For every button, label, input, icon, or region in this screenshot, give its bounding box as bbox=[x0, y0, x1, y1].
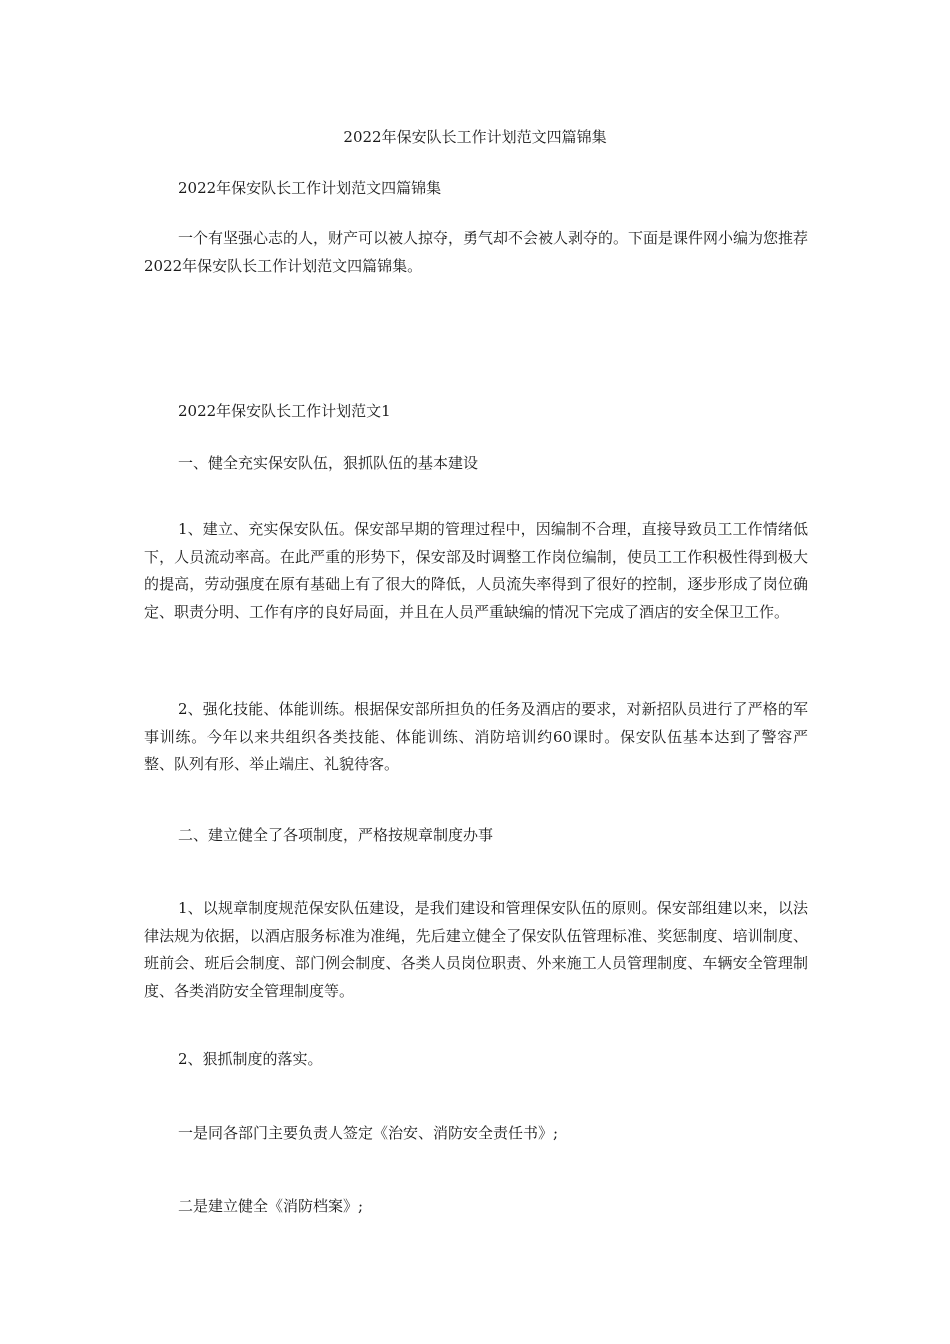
paragraph-plan-heading: 2022年保安队长工作计划范文1 bbox=[178, 402, 391, 420]
paragraph-item-2-2-a: 一是同各部门主要负责人签定《治安、消防安全责任书》; bbox=[178, 1124, 559, 1142]
paragraph-item-2-1: 1、以规章制度规范保安队伍建设，是我们建设和管理保安队伍的原则。保安部组建以来，以法律法规为依据，以酒店服务标准为准绳，先后建立健全了保安队伍管理标准、奖惩制度、培训制度、班前会、班后会制度、部门例会制度、各类人员岗位职责、外来施工人员管理制度、车辆安全管理制度、各类消防安全管理制度等。 bbox=[144, 899, 808, 1000]
paragraph-section-two: 二、建立健全了各项制度，严格按规章制度办事 bbox=[178, 826, 494, 844]
paragraph-item-1-1: 1、建立、充实保安队伍。保安部早期的管理过程中，因编制不合理，直接导致员工工作情绪低下，人员流动率高。在此严重的形势下，保安部及时调整工作岗位编制，使员工工作积极性得到极大的提高，劳动强度在原有基础上有了很大的降低，人员流失率得到了很好的控制，逐步形成了岗位确定、职责分明、工作有序的良好局面，并且在人员严重缺编的情况下完成了酒店的安全保卫工作。 bbox=[144, 520, 808, 621]
document-title: 2022年保安队长工作计划范文四篇锦集 bbox=[343, 128, 607, 146]
paragraph-item-1-2: 2、强化技能、体能训练。根据保安部所担负的任务及酒店的要求，对新招队员进行了严格的军事训练。今年以来共组织各类技能、体能训练、消防培训约60课时。保安队伍基本达到了警容严整、队列有形、举止端庄、礼貌待客。 bbox=[144, 700, 808, 773]
paragraph-intro: 一个有坚强心志的人，财产可以被人掠夺，勇气却不会被人剥夺的。下面是课件网小编为您推荐2022年保安队长工作计划范文四篇锦集。 bbox=[144, 229, 809, 275]
paragraph-item-2-2: 2、狠抓制度的落实。 bbox=[178, 1050, 323, 1068]
paragraph-subtitle: 2022年保安队长工作计划范文四篇锦集 bbox=[178, 179, 442, 197]
paragraph-item-2-2-b: 二是建立健全《消防档案》; bbox=[178, 1197, 364, 1215]
paragraph-section-one: 一、健全充实保安队伍，狠抓队伍的基本建设 bbox=[178, 454, 479, 472]
